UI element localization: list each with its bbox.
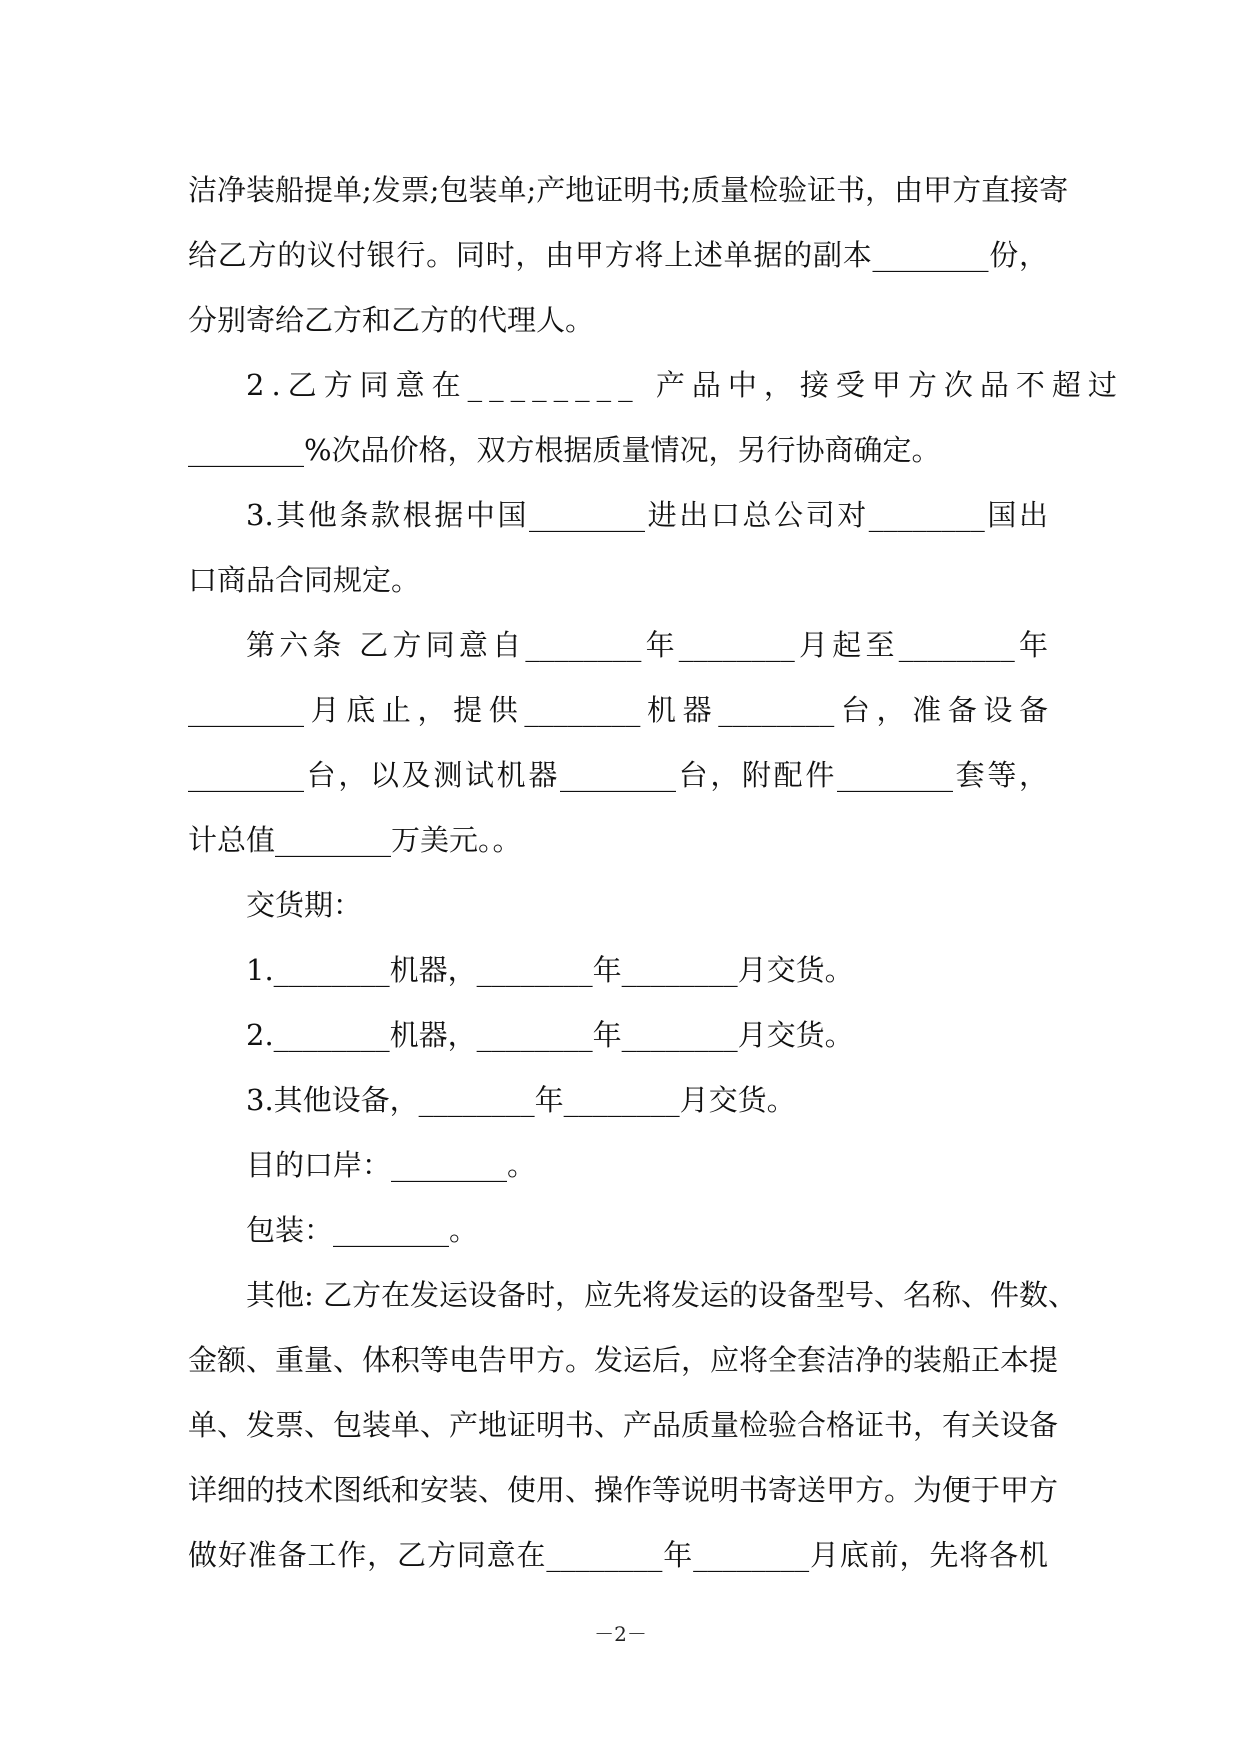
clause-3-line-1: 3.其他条款根据中国________进出口总公司对________国出	[246, 498, 1048, 532]
paragraph-line-1: 洁净装船提单;发票;包装单;产地证明书;质量检验证书，由甲方直接寄	[188, 173, 1069, 207]
article-6-line-1: 第六条 乙方同意自________年________月起至________年	[246, 628, 1048, 662]
delivery-item-3: 3.其他设备，________年________月交货。	[246, 1083, 796, 1117]
clause-3-line-2: 口商品合同规定。	[188, 563, 421, 597]
packing: 包装：________。	[246, 1213, 479, 1247]
paragraph-line-3: 分别寄给乙方和乙方的代理人。	[188, 303, 595, 337]
article-6-line-4: 计总值________万美元。。	[188, 823, 522, 857]
other-line-1: 其他: 乙方在发运设备时，应先将发运的设备型号、名称、件数、	[246, 1278, 1077, 1312]
clause-2-line-1: 2.乙方同意在________ 产品中，接受甲方次品不超过	[246, 368, 1124, 402]
other-line-2: 金额、重量、体积等电告甲方。发运后，应将全套洁净的装船正本提	[188, 1343, 1059, 1377]
delivery-item-2: 2.________机器，________年________月交货。	[246, 1018, 854, 1052]
paragraph-line-2: 给乙方的议付银行。同时，由甲方将上述单据的副本________份，	[188, 238, 1048, 272]
document-body	[188, 158, 1124, 1588]
article-6-line-2: ________月底止，提供________机器________台，准备设备	[188, 693, 1048, 727]
clause-2-line-2: ________%次品价格，双方根据质量情况，另行协商确定。	[188, 433, 941, 467]
destination-port: 目的口岸：________。	[246, 1148, 537, 1182]
other-line-5: 做好准备工作，乙方同意在________年________月底前，先将各机	[188, 1538, 1048, 1572]
page-number: －2－	[594, 1622, 647, 1646]
delivery-period-heading: 交货期：	[246, 888, 363, 922]
delivery-item-1: 1.________机器，________年________月交货。	[246, 953, 854, 987]
other-line-3: 单、发票、包装单、产地证明书、产品质量检验合格证书，有关设备	[188, 1408, 1059, 1442]
other-line-4: 详细的技术图纸和安装、使用、操作等说明书寄送甲方。为便于甲方	[188, 1473, 1059, 1507]
article-6-line-3: ________台，以及测试机器________台，附配件________套等，	[188, 758, 1048, 792]
